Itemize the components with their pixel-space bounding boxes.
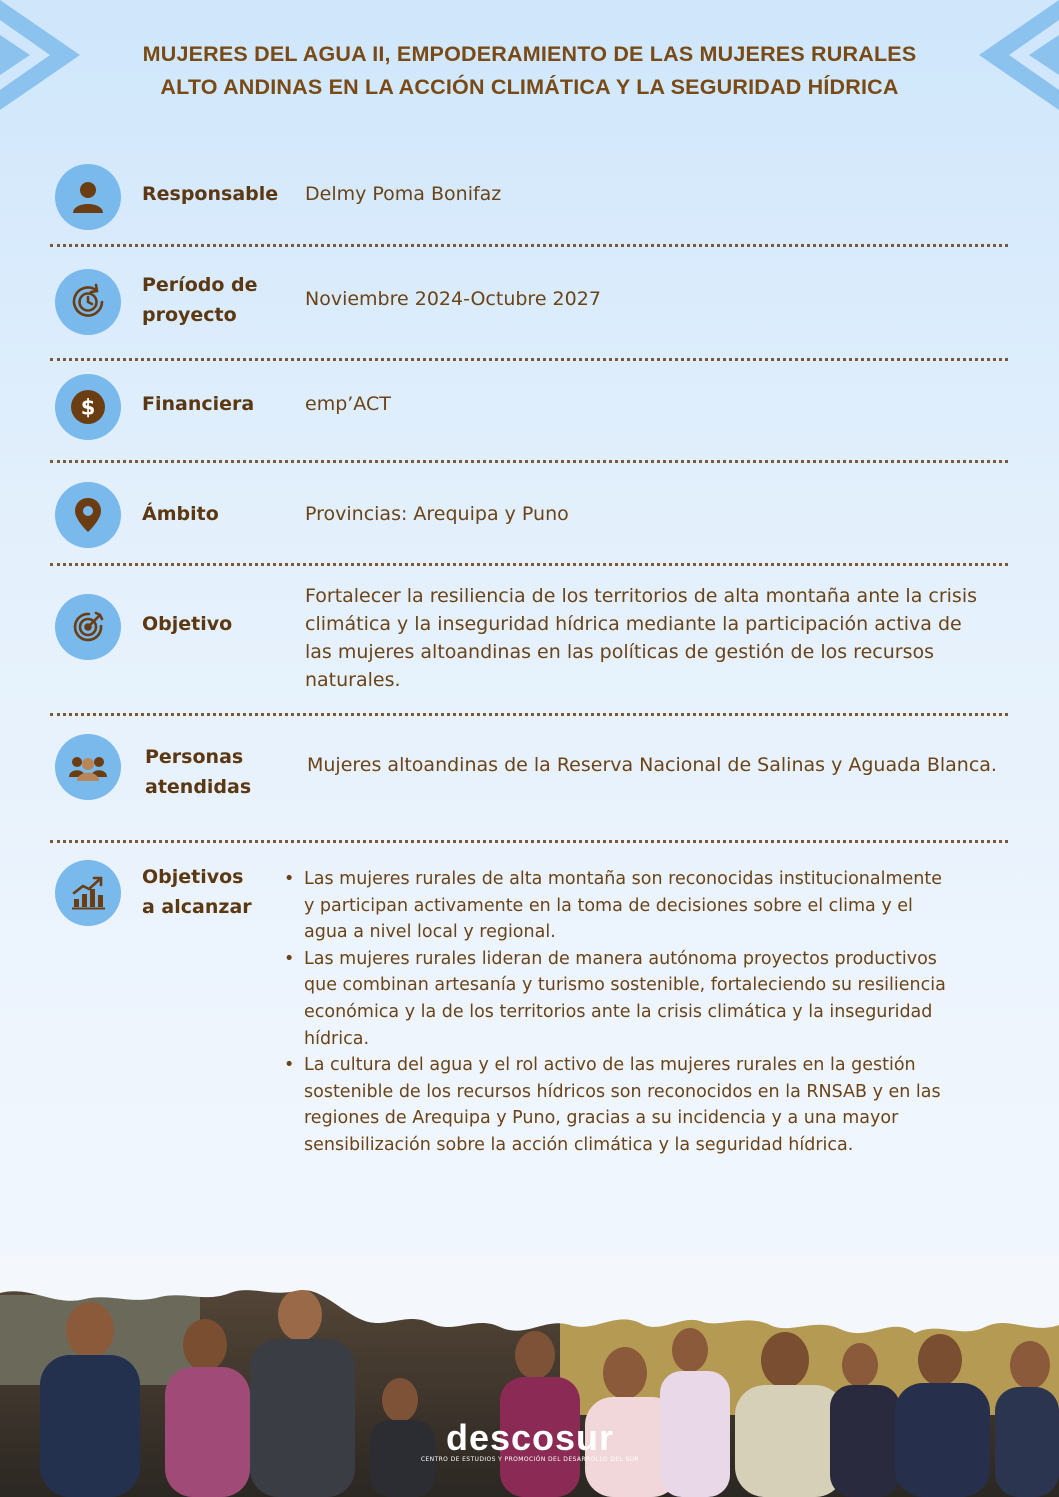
- page-title: [60, 38, 999, 104]
- personas-label-line-1: Personas: [145, 746, 244, 768]
- title-line-2: ALTO ANDINAS EN LA ACCIÓN CLIMÁTICA Y LA SEGURIDAD HÍDRICA: [160, 75, 899, 99]
- target-icon: [55, 594, 121, 660]
- objetivos-alcanzar-label-line-2: a alcanzar: [142, 896, 252, 918]
- goal-3-line-3: regiones de Arequipa y Puno, gracias a su incidencia y a una mayor: [304, 1108, 899, 1129]
- goal-2-line-2: que combinan artesanía y turismo sostenible, fortaleciendo su resiliencia: [304, 975, 946, 996]
- location-pin-icon: [55, 482, 121, 548]
- clock-cycle-icon: [55, 269, 121, 335]
- personas-label-line-2: atendidas: [145, 776, 252, 798]
- divider: [50, 358, 1008, 361]
- objetivos-alcanzar-label-line-1: Objetivos: [142, 866, 244, 888]
- periodo-label-line-1: Período de: [142, 274, 258, 296]
- descosur-logo: [410, 1417, 650, 1464]
- logo-subtitle: CENTRO DE ESTUDIOS Y PROMOCIÓN DEL DESARROLLO DEL SUR: [420, 1456, 640, 1463]
- goal-3-line-2: sostenible de los recursos hídricos son reconocidos en la RNSAB y en las: [304, 1081, 941, 1102]
- objetivo-line-2: climática y la inseguridad hídrica mediante la participación activa de: [305, 613, 962, 635]
- goal-item: [282, 946, 982, 1052]
- divider: [50, 840, 1008, 843]
- personas-label: [145, 742, 251, 802]
- title-line-1: MUJERES DEL AGUA II, EMPODERAMIENTO DE LAS MUJERES RURALES: [142, 42, 917, 66]
- person-icon: [55, 164, 121, 230]
- divider: [50, 563, 1008, 566]
- objetivo-line-3: las mujeres altoandinas en las políticas de gestión de los recursos: [305, 641, 934, 663]
- financiera-value: emp’ACT: [305, 393, 391, 415]
- logo-name: descosur: [445, 1417, 615, 1458]
- goal-item: [282, 866, 982, 946]
- divider: [50, 244, 1008, 247]
- divider: [50, 713, 1008, 716]
- responsable-value: Delmy Poma Bonifaz: [305, 183, 502, 205]
- objetivo-line-4: naturales.: [305, 669, 401, 691]
- ambito-value: Provincias: Arequipa y Puno: [305, 503, 569, 525]
- goal-item: [282, 1052, 982, 1158]
- goal-1-line-3: agua a nivel local y regional.: [304, 922, 556, 943]
- goals-list: [282, 866, 982, 1159]
- ambito-label: Ámbito: [142, 503, 219, 525]
- goal-2-line-1: • Las mujeres rurales lideran de manera autónoma proyectos productivos: [304, 948, 937, 969]
- financiera-label: Financiera: [142, 393, 255, 415]
- personas-value: Mujeres altoandinas de la Reserva Nacional de Salinas y Aguada Blanca.: [307, 754, 997, 776]
- responsable-label: Responsable: [142, 183, 279, 205]
- svg-text:$: $: [80, 395, 96, 420]
- goal-2-line-4: hídrica.: [304, 1028, 370, 1049]
- people-group-icon: [55, 734, 121, 800]
- dollar-icon: [55, 374, 121, 440]
- goal-3-line-4: sensibilización sobre la acción climática y la seguridad hídrica.: [304, 1134, 854, 1155]
- goal-2-line-3: económica y la de los territorios ante la crisis climática y la inseguridad: [304, 1001, 933, 1022]
- goal-1-line-1: • Las mujeres rurales de alta montaña son reconocidas institucionalmente: [304, 869, 942, 889]
- periodo-label: [142, 270, 258, 330]
- goal-3-line-1: • La cultura del agua y el rol activo de las mujeres rurales en la gestión: [304, 1055, 916, 1076]
- periodo-value: Noviembre 2024-Octubre 2027: [305, 288, 601, 310]
- divider: [50, 460, 1008, 463]
- periodo-label-line-2: proyecto: [142, 304, 237, 326]
- objetivo-value: [305, 582, 995, 694]
- goal-1-line-2: y participan activamente en la toma de decisiones sobre el clima y el: [304, 895, 913, 916]
- growth-chart-icon: [55, 860, 121, 926]
- objetivo-label: Objetivo: [142, 613, 233, 635]
- objetivo-line-1: Fortalecer la resiliencia de los territorios de alta montaña ante la crisis: [305, 585, 977, 607]
- objetivos-alcanzar-label: [142, 862, 252, 922]
